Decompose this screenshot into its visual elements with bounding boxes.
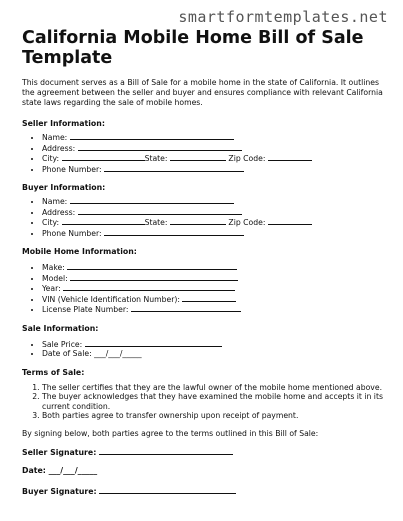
buyer-name-field[interactable] (42, 196, 390, 207)
seller-state-line[interactable] (170, 153, 226, 161)
seller-zip-label: Zip Code: (228, 154, 266, 163)
signature-date-label: Date: (22, 465, 46, 475)
home-heading: Mobile Home Information: (22, 247, 137, 256)
seller-address-field[interactable] (42, 143, 390, 154)
seller-city-label: City: (42, 154, 60, 163)
home-model-label: Model: (42, 273, 68, 283)
home-vin-field[interactable] (42, 294, 390, 305)
home-make-field[interactable] (42, 262, 390, 273)
buyer-signature-label: Buyer Signature: (22, 486, 97, 496)
home-fields (22, 262, 390, 315)
signature-date-field[interactable] (22, 466, 390, 475)
buyer-phone-label: Phone Number: (42, 228, 102, 238)
buyer-state-line[interactable] (170, 217, 226, 225)
seller-signature-line[interactable] (99, 447, 233, 455)
seller-name-field[interactable] (42, 132, 390, 143)
seller-zip-line[interactable] (268, 153, 312, 161)
sale-price-label: Sale Price: (42, 339, 83, 349)
home-year-field[interactable] (42, 283, 390, 294)
buyer-zip-label: Zip Code: (228, 218, 266, 227)
terms-heading: Terms of Sale: (22, 367, 85, 377)
buyer-city-label: City: (42, 218, 60, 227)
buyer-address-label: Address: (42, 207, 76, 217)
seller-phone-label: Phone Number: (42, 164, 102, 174)
buyer-phone-line[interactable] (104, 228, 244, 236)
home-vin-line[interactable] (182, 294, 236, 302)
terms-list (22, 383, 390, 421)
home-plate-field[interactable] (42, 304, 390, 315)
intro-paragraph: This document serves as a Bill of Sale for a mobile home in the state of California. It outlines the agreement between the seller and buyer and ensures compliance with relevant California state laws regarding the sale of mobile homes. (22, 78, 383, 107)
home-model-line[interactable] (70, 273, 238, 281)
signature-date-blank[interactable]: ___/___/_____ (48, 465, 98, 475)
terms-item: 2. The buyer acknowledges that they have examined the mobile home and accepts it in its current condition. (42, 392, 390, 411)
home-plate-label: License Plate Number: (42, 305, 129, 314)
sale-date-label: Date of Sale: (42, 349, 92, 358)
seller-address-label: Address: (42, 143, 76, 153)
seller-heading: Seller Information: (22, 119, 105, 128)
seller-name-label: Name: (42, 133, 68, 142)
buyer-city-state-zip-field[interactable] (42, 217, 390, 228)
terms-item: 1. The seller certifies that they are the lawful owner of the mobile home mentioned above. (42, 383, 390, 393)
home-make-line[interactable] (67, 262, 237, 270)
buyer-heading: Buyer Information: (22, 183, 106, 192)
buyer-signature-line[interactable] (99, 486, 236, 494)
home-plate-line[interactable] (131, 304, 241, 312)
sale-heading: Sale Information: (22, 323, 99, 333)
document-title: California Mobile Home Bill of Sale Template (22, 28, 364, 68)
buyer-city-line[interactable] (62, 217, 145, 225)
seller-name-line[interactable] (70, 132, 234, 140)
seller-city-state-zip-field[interactable] (42, 153, 390, 164)
sale-fields (22, 339, 390, 359)
buyer-name-line[interactable] (70, 196, 234, 204)
buyer-state-label: State: (144, 218, 168, 227)
closing-statement: By signing below, both parties agree to the terms outlined in this Bill of Sale: (22, 428, 319, 438)
seller-phone-field[interactable] (42, 164, 390, 175)
document-page (22, 28, 390, 496)
home-year-line[interactable] (63, 283, 235, 291)
terms-item: 3. Both parties agree to transfer ownership upon receipt of payment. (42, 411, 390, 421)
seller-city-line[interactable] (62, 153, 145, 161)
buyer-fields (22, 196, 390, 238)
seller-state-label: State: (144, 154, 168, 163)
seller-fields (22, 132, 390, 174)
seller-phone-line[interactable] (104, 164, 244, 172)
sale-price-field[interactable] (42, 339, 390, 350)
sale-price-line[interactable] (85, 339, 222, 347)
home-vin-label: VIN (Vehicle Identification Number): (42, 294, 180, 304)
sale-date-blank[interactable]: ___/___/_____ (94, 349, 142, 358)
seller-signature-field[interactable] (22, 447, 390, 457)
home-year-label: Year: (42, 284, 61, 293)
buyer-address-line[interactable] (78, 207, 242, 215)
home-model-field[interactable] (42, 273, 390, 284)
buyer-address-field[interactable] (42, 207, 390, 218)
buyer-signature-field[interactable] (22, 486, 390, 496)
seller-address-line[interactable] (78, 143, 242, 151)
sale-date-field[interactable] (42, 349, 390, 359)
buyer-zip-line[interactable] (268, 217, 312, 225)
buyer-name-label: Name: (42, 197, 68, 206)
buyer-phone-field[interactable] (42, 228, 390, 239)
watermark: smartformtemplates.net (178, 8, 388, 26)
home-make-label: Make: (42, 263, 65, 272)
seller-signature-label: Seller Signature: (22, 447, 97, 457)
